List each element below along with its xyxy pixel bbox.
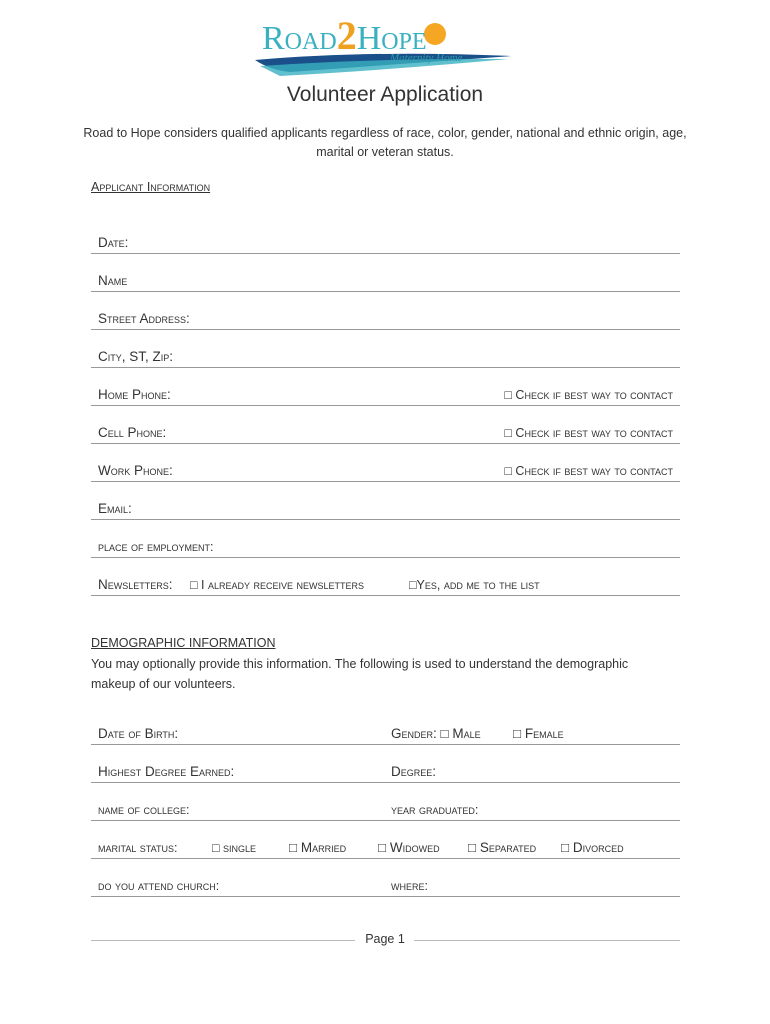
street-address-label: Street Address: (98, 311, 190, 326)
gender-female-checkbox[interactable]: □ Female (513, 726, 564, 741)
demographic-description: You may optionally provide this information. The following is used to understand the demographic makeup of our volunteers. (91, 657, 629, 691)
degree-earned-label[interactable]: Highest Degree Earned: (98, 764, 235, 779)
city-st-zip-field[interactable] (91, 341, 680, 368)
year-graduated-label[interactable]: year graduated: (391, 803, 479, 817)
college-row (91, 794, 680, 821)
employment-field[interactable] (91, 531, 680, 558)
date-field[interactable] (91, 227, 680, 254)
employment-label: place of employment: (98, 540, 214, 554)
degree-label[interactable]: Degree: (391, 764, 437, 779)
email-label: Email: (98, 501, 132, 516)
demographic-info-heading: DEMOGRAPHIC INFORMATION (91, 636, 276, 650)
street-address-field[interactable] (91, 303, 680, 330)
cell-phone-field[interactable] (91, 417, 680, 444)
name-field[interactable] (91, 265, 680, 292)
church-where-label[interactable]: where: (391, 879, 428, 893)
church-label[interactable]: do you attend church: (98, 879, 220, 893)
date-label: Date: (98, 235, 129, 250)
marital-widowed-checkbox[interactable]: □ Widowed (378, 840, 440, 855)
home-phone-contact-checkbox[interactable]: □ Check if best way to contact (504, 388, 673, 402)
applicant-info-heading: Applicant Information (91, 180, 211, 194)
church-row (91, 870, 680, 897)
page-number: Page 1 (365, 932, 405, 946)
newsletters-row (91, 569, 680, 596)
newsletters-label: Newsletters: (98, 577, 173, 592)
name-label: Name (98, 273, 128, 288)
work-phone-field[interactable] (91, 455, 680, 482)
marital-separated-checkbox[interactable]: □ Separated (468, 840, 537, 855)
logo-wordmark: Road2Hope (262, 13, 427, 58)
page-title: Volunteer Application (286, 83, 484, 106)
cell-phone-contact-checkbox[interactable]: □ Check if best way to contact (504, 426, 673, 440)
degree-row (91, 756, 680, 783)
marital-married-checkbox[interactable]: □ Married (289, 840, 347, 855)
road2hope-logo (250, 12, 520, 80)
sun-icon (424, 23, 446, 45)
marital-status-label: marital status: (98, 841, 178, 855)
dob-gender-row (91, 718, 680, 745)
newsletter-add-checkbox[interactable]: □Yes, add me to the list (409, 578, 540, 592)
gender-male-checkbox[interactable]: Gender: □ Male (391, 726, 481, 741)
work-phone-label: Work Phone: (98, 463, 173, 478)
marital-single-checkbox[interactable]: □ single (212, 841, 257, 855)
home-phone-field[interactable] (91, 379, 680, 406)
marital-status-row (91, 832, 680, 859)
cell-phone-label: Cell Phone: (98, 425, 167, 440)
logo-subtitle: Maternity Home (390, 52, 463, 64)
dob-label[interactable]: Date of Birth: (98, 726, 179, 741)
newsletter-already-checkbox[interactable]: □ I already receive newsletters (190, 578, 364, 592)
city-label: City, ST, Zip: (98, 349, 174, 364)
intro-text: Road to Hope considers qualified applicants regardless of race, color, gender, national and ethnic origin, age, marital or veteran status. (83, 126, 687, 159)
work-phone-contact-checkbox[interactable]: □ Check if best way to contact (504, 464, 673, 478)
email-field[interactable] (91, 493, 680, 520)
home-phone-label: Home Phone: (98, 387, 171, 402)
marital-divorced-checkbox[interactable]: □ Divorced (561, 840, 624, 855)
college-label[interactable]: name of college: (98, 803, 190, 817)
